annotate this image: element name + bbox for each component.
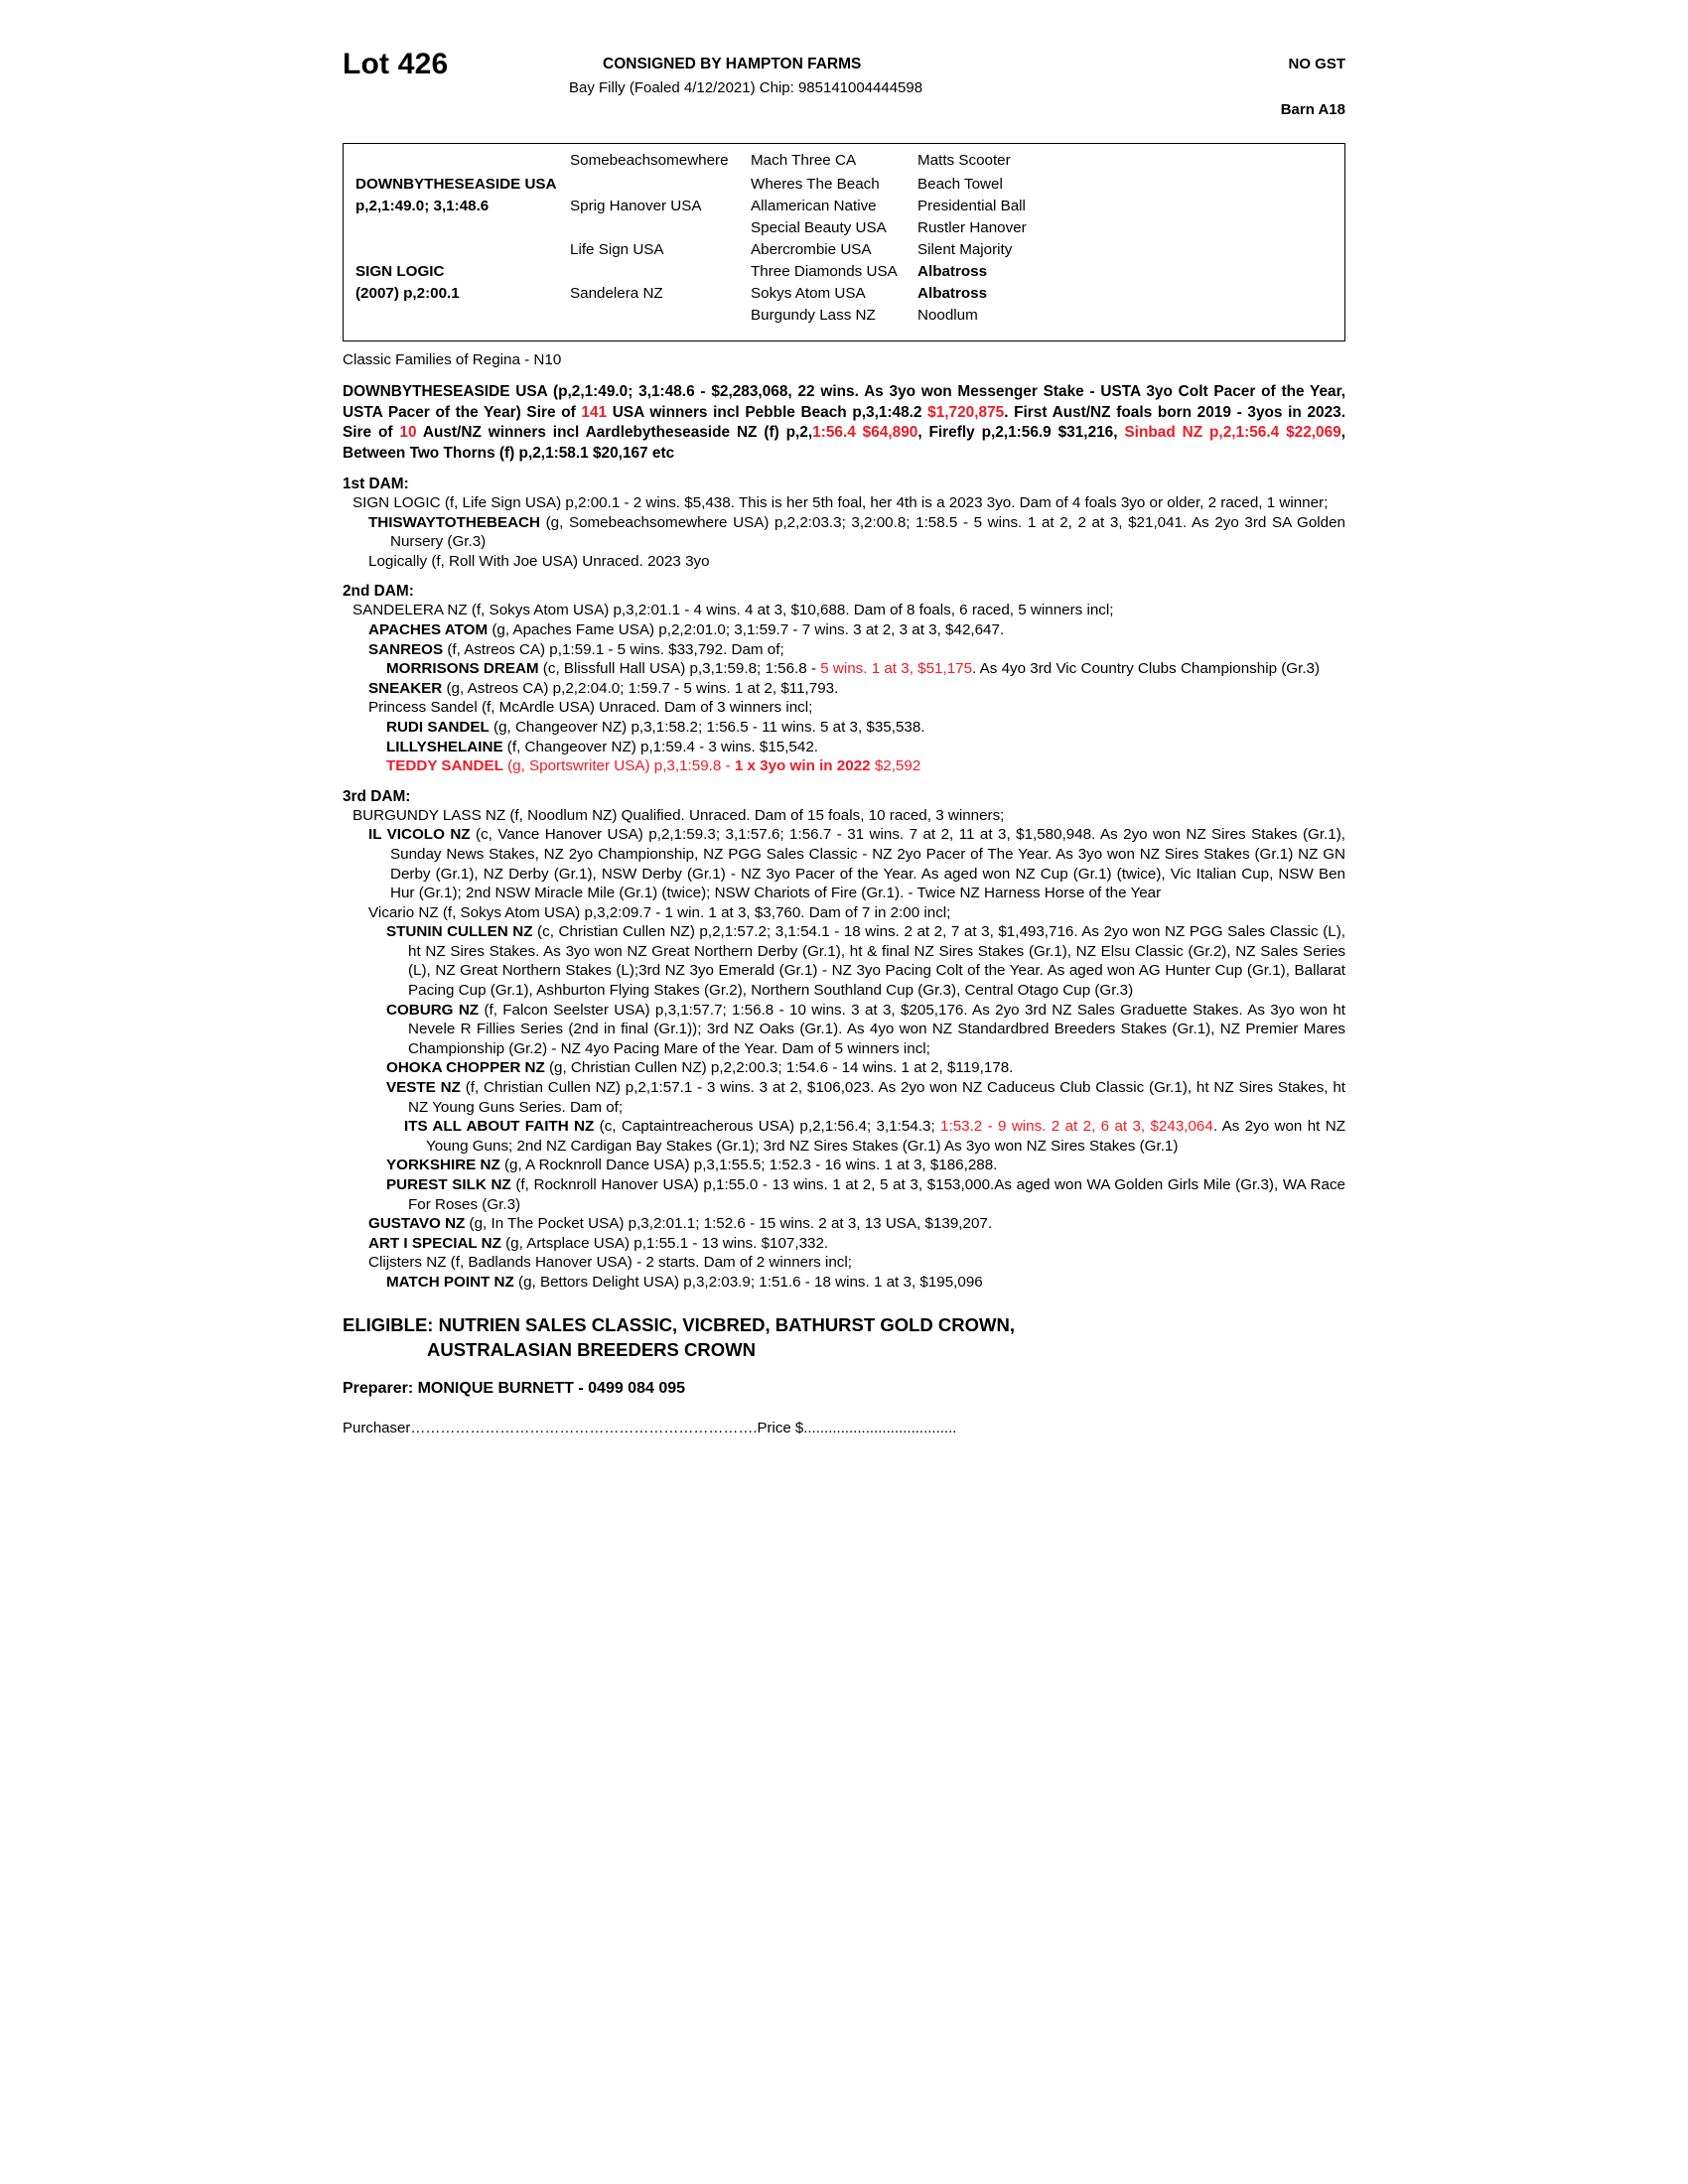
pedigree-gen4-8: Noodlum — [917, 307, 978, 324]
sire-summary-part3: . First Aust/NZ foals born 2019 - 3yos in 2023. Sire of — [343, 403, 1345, 441]
sire-summary — [343, 382, 1345, 464]
first-dam-progeny-2: Logically (f, Roll With Joe USA) Unraced. 2023 3yo — [368, 552, 710, 570]
progeny-name: COBURG NZ — [386, 1001, 480, 1019]
progeny-detail: (c, Christian Cullen NZ) p,2,1:57.2; 3,1:54.1 - 18 wins. 2 at 2, 7 at 3, $1,493,716. As 2yo won NZ PGG Sales Classic (L), ht NZ Sires Stakes. As 3yo won NZ Great Northern Derby (Gr.1), ht & final NZ Sires Stakes (Gr.1), NZ Elsu Classic (Gr.2), NZ Sales Series (L), NZ Great Northern Stakes (L);3rd NZ 3yo Emerald (Gr.1) - NZ 3yo Pacing Colt of the Year. As aged won AG Hunter Cup (Gr.1), Ballarat Pacing Cup (Gr.1), Ashburton Flying Stakes (Gr.2), Northern Southland Cup (Gr.3), Central Otago Cup (Gr.3) — [408, 923, 1345, 1000]
progeny-earnings: $2,592 — [870, 757, 921, 775]
progeny-detail: (f, Changeover NZ) p,1:59.4 - 3 wins. $15,542. — [502, 738, 818, 755]
third-dam-progeny-2: Vicario NZ (f, Sokys Atom USA) p,3,2:09.7 - 1 win. 1 at 3, $3,760. Dam of 7 in 2:00 incl; — [368, 903, 951, 921]
classic-families-line: Classic Families of Regina - N10 — [343, 351, 562, 368]
sire-summary-part2: USA winners incl Pebble Beach p,3,1:48.2 — [607, 403, 928, 421]
second-dam-line: SANDELERA NZ (f, Sokys Atom USA) p,3,2:01.1 - 4 wins. 4 at 3, $10,688. Dam of 8 foals, 6 raced, 5 winners incl; — [352, 602, 1114, 619]
second-dam-progeny-1 — [343, 620, 1345, 640]
progeny-name: SNEAKER — [368, 679, 443, 697]
progeny-name: MORRISONS DREAM — [386, 660, 539, 678]
eligibility-block — [343, 1312, 1345, 1362]
second-dam-progeny-7 — [343, 738, 1345, 757]
third-dam-progeny-1 — [343, 825, 1345, 902]
progeny-detail: (g, Sportswriter USA) p,3,1:59.8 - — [502, 757, 735, 775]
pedigree-gen3-3: Allamerican Native — [751, 198, 877, 214]
page-header — [343, 40, 1345, 139]
pedigree-gen4-1: Matts Scooter — [917, 152, 1011, 169]
pedigree-dam-dam: Sandelera NZ — [570, 285, 663, 302]
progeny-name: STUNIN CULLEN NZ — [386, 923, 533, 941]
preparer-line: Preparer: MONIQUE BURNETT - 0499 084 095 — [343, 1379, 686, 1397]
catalogue-sheet — [343, 40, 1345, 1436]
pedigree-gen4-7: Albatross — [917, 285, 988, 302]
pedigree-gen4-4: Rustler Hanover — [917, 219, 1027, 236]
sire-summary-part5: , Firefly p,2,1:56.9 $31,216, — [917, 424, 1125, 441]
barn-label: Barn A18 — [1280, 101, 1345, 118]
first-dam-line: SIGN LOGIC (f, Life Sign USA) p,2:00.1 - 2 wins. $5,438. This is her 5th foal, her 4th is a 2023 3yo. Dam of 4 foals 3yo or older, 2 raced, 1 winner; — [352, 494, 1329, 511]
progeny-detail: (g, Bettors Delight USA) p,3,2:03.9; 1:51.6 - 18 wins. 1 at 3, $195,096 — [513, 1273, 983, 1291]
progeny-name: YORKSHIRE NZ — [386, 1157, 500, 1174]
progeny-detail: (g, Christian Cullen NZ) p,2,2:00.3; 1:54.6 - 14 wins. 1 at 2, $119,178. — [544, 1059, 1014, 1077]
third-dam-progeny-12: Clijsters NZ (f, Badlands Hanover USA) - 2 starts. Dam of 2 winners incl; — [368, 1254, 852, 1272]
second-dam-heading: 2nd DAM: — [343, 583, 414, 601]
pedigree-gen4-6: Albatross — [917, 263, 988, 280]
pedigree-gen4-5: Silent Majority — [917, 241, 1013, 258]
progeny-name: IL VICOLO NZ — [368, 826, 471, 844]
pedigree-gen3-5: Abercrombie USA — [751, 241, 872, 258]
third-dam-heading: 3rd DAM: — [343, 787, 411, 805]
pedigree-sire-dam: Sprig Hanover USA — [570, 198, 702, 214]
progeny-detail: (g, Artsplace USA) p,1:55.1 - 13 wins. $107,332. — [500, 1234, 829, 1252]
pedigree-gen3-2: Wheres The Beach — [751, 176, 880, 193]
sire-austnz-winners-count: 10 — [399, 424, 417, 441]
progeny-detail: (g, Somebeachsomewhere USA) p,2,2:03.3; 3,2:00.8; 1:58.5 - 5 wins. 1 at 2, 2 at 3, $21,041. As 2yo 3rd SA Golden Nursery (Gr.3) — [390, 513, 1345, 551]
third-dam-progeny-10 — [343, 1214, 1345, 1234]
progeny-detail: (c, Blissfull Hall USA) p,3,1:59.8; 1:56.8 - — [538, 660, 821, 678]
pebble-beach-earnings: $1,720,875 — [927, 403, 1005, 421]
first-dam-heading: 1st DAM: — [343, 476, 409, 492]
pedigree-gen3-6: Three Diamonds USA — [751, 263, 898, 280]
third-dam-line: BURGUNDY LASS NZ (f, Noodlum NZ) Qualified. Unraced. Dam of 15 foals, 10 raced, 3 winners; — [352, 806, 1005, 824]
progeny-name: RUDI SANDEL — [386, 718, 490, 736]
pedigree-table — [343, 143, 1345, 341]
progeny-detail: (f, Astreos CA) p,1:59.1 - 5 wins. $33,792. Dam of; — [443, 640, 784, 658]
progeny-detail: (g, Astreos CA) p,2,2:04.0; 1:59.7 - 5 wins. 1 at 2, $11,793. — [442, 679, 839, 697]
second-dam-progeny-3 — [343, 659, 1345, 679]
sire-summary-part4: Aust/NZ winners incl Aardlebytheseaside NZ (f) p,2, — [416, 424, 813, 441]
progeny-name: PUREST SILK NZ — [386, 1176, 511, 1193]
progeny-name: THISWAYTOTHEBEACH — [368, 513, 540, 531]
second-dam-progeny-6 — [343, 718, 1345, 738]
progeny-detail: (c, Captaintreacherous USA) p,2,1:56.4; 3,1:54.3; — [594, 1118, 941, 1136]
pedigree-gen4-3: Presidential Ball — [917, 198, 1026, 214]
progeny-name: VESTE NZ — [386, 1079, 461, 1097]
progeny-detail: (f, Falcon Seelster USA) p,3,1:57.7; 1:56.8 - 10 wins. 3 at 3, $205,176. As 2yo 3rd NZ Sales Graduette Stakes. As 3yo won ht Nevele R Fillies Series (2nd in final (Gr.1)); 3rd NZ Oaks (Gr.1). As 4yo won NZ Standardbred Breeders Stakes (Gr.1), NZ Premier Mares Championship (Gr.2) - NZ 4yo Pacing Mare of the Year. Dam of 5 winners incl; — [408, 1001, 1345, 1057]
progeny-name: ITS ALL ABOUT FAITH NZ — [404, 1118, 595, 1136]
progeny-name: GUSTAVO NZ — [368, 1215, 466, 1233]
progeny-name: MATCH POINT NZ — [386, 1273, 514, 1291]
third-dam-progeny-6 — [343, 1078, 1345, 1117]
progeny-highlight: 1 x 3yo win in 2022 — [734, 757, 871, 775]
consignor-label: CONSIGNED BY HAMPTON FARMS — [603, 56, 862, 72]
pedigree-gen3-7: Sokys Atom USA — [751, 285, 866, 302]
progeny-name: ART I SPECIAL NZ — [368, 1234, 501, 1252]
pedigree-gen3-8: Burgundy Lass NZ — [751, 307, 876, 324]
progeny-detail: (f, Christian Cullen NZ) p,2,1:57.1 - 3 wins. 3 at 2, $106,023. As 2yo won NZ Caduceus Club Classic (Gr.1), ht NZ Sires Stakes, ht NZ Young Guns Series. Dam of; — [408, 1079, 1346, 1116]
pedigree-gen3-1: Mach Three CA — [751, 152, 857, 169]
progeny-name: APACHES ATOM — [368, 620, 489, 638]
gst-status: NO GST — [1288, 56, 1345, 72]
progeny-detail: (c, Vance Hanover USA) p,2,1:59.3; 3,1:57.6; 1:56.7 - 31 wins. 7 at 2, 11 at 3, $1,580,948. As 2yo won NZ Sires Stakes (Gr.1), Sunday News Stakes, NZ 2yo Championship, NZ PGG Sales Classic - NZ 2yo Pacer of The Year. As 3yo won NZ Sires Stakes (Gr.1) NZ GN Derby (Gr.1), NZ Derby (Gr.1), NSW Derby (Gr.1) - NZ 3yo Pacer of the Year. As aged won NZ Cup (Gr.1) (twice), Vic Italian Cup, NSW Ben Hur (Gr.1); 2nd NSW Miracle Mile (Gr.1) (twice); NSW Chariots of Fire (Gr.1). - Twice NZ Harness Horse of the Year — [390, 826, 1345, 902]
pedigree-dam-name: SIGN LOGIC — [355, 263, 445, 280]
lot-number: Lot 426 — [343, 48, 449, 80]
third-dam-progeny-3 — [343, 922, 1345, 1000]
progeny-detail: (f, Rocknroll Hanover USA) p,1:55.0 - 13 wins. 1 at 2, 5 at 3, $153,000.As aged won WA Golden Girls Mile (Gr.3), WA Race For Roses (Gr.3) — [408, 1176, 1345, 1213]
pedigree-gen3-4: Special Beauty USA — [751, 219, 887, 236]
progeny-name: LILLYSHELAINE — [386, 738, 503, 755]
second-dam-progeny-8 — [343, 756, 1345, 776]
progeny-detail-cont: . As 4yo 3rd Vic Country Clubs Championship (Gr.3) — [972, 660, 1321, 678]
horse-description: Bay Filly (Foaled 4/12/2021) Chip: 985141004444598 — [569, 79, 923, 96]
progeny-detail: (g, A Rocknroll Dance USA) p,3,1:55.5; 1:52.3 - 16 wins. 1 at 3, $186,288. — [499, 1157, 998, 1174]
third-dam-progeny-9 — [343, 1175, 1345, 1214]
sire-summary-part6: , Between Two Thorns (f) p,2,1:58.1 $20,167 etc — [343, 424, 1345, 462]
aardlebytheseaside-record: 1:56.4 $64,890 — [812, 424, 918, 441]
first-dam-progeny-1 — [343, 513, 1345, 552]
progeny-highlight: 5 wins. 1 at 3, $51,175 — [820, 660, 973, 678]
pedigree-sire-name: DOWNBYTHESEASIDE USA — [355, 176, 557, 193]
sinbad-record: Sinbad NZ p,2,1:56.4 $22,069 — [1124, 424, 1341, 441]
third-dam-progeny-4 — [343, 1001, 1345, 1059]
third-dam-progeny-13 — [343, 1273, 1345, 1293]
second-dam-progeny-5: Princess Sandel (f, McArdle USA) Unraced. Dam of 3 winners incl; — [368, 699, 813, 717]
pedigree-sire-record: p,2,1:49.0; 3,1:48.6 — [355, 198, 490, 214]
progeny-detail: (g, Changeover NZ) p,3,1:58.2; 1:56.5 - 11 wins. 5 at 3, $35,538. — [489, 718, 925, 736]
third-dam-progeny-5 — [343, 1058, 1345, 1078]
sire-summary-part1: DOWNBYTHESEASIDE USA (p,2,1:49.0; 3,1:48.6 - $2,283,068, 22 wins. As 3yo won Messenger Stake - USTA 3yo Colt Pacer of the Year, USTA Pacer of the Year) Sire of — [343, 383, 1345, 421]
third-dam-progeny-7 — [343, 1117, 1345, 1156]
eligibility-line-2: AUSTRALASIAN BREEDERS CROWN — [427, 1338, 756, 1360]
eligibility-line-1: ELIGIBLE: NUTRIEN SALES CLASSIC, VICBRED, BATHURST GOLD CROWN, — [343, 1313, 1015, 1335]
progeny-name: TEDDY SANDEL — [386, 757, 503, 775]
third-dam-progeny-8 — [343, 1156, 1345, 1175]
progeny-detail: (g, In The Pocket USA) p,3,2:01.1; 1:52.6 - 15 wins. 2 at 3, 13 USA, $139,207. — [465, 1215, 993, 1233]
pedigree-dam-sire: Life Sign USA — [570, 241, 664, 258]
pedigree-gen4-2: Beach Towel — [917, 176, 1003, 193]
second-dam-progeny-4 — [343, 679, 1345, 699]
progeny-detail: (g, Apaches Fame USA) p,2,2:01.0; 3,1:59.7 - 7 wins. 3 at 2, 3 at 3, $42,647. — [488, 620, 1005, 638]
sire-usa-winners-count: 141 — [581, 403, 608, 421]
third-dam-progeny-11 — [343, 1234, 1345, 1254]
purchaser-line: Purchaser…………………………………………………………….Price $..................................... — [343, 1419, 957, 1436]
progeny-highlight: 1:53.2 - 9 wins. 2 at 2, 6 at 3, $243,064 — [940, 1118, 1213, 1136]
second-dam-progeny-2 — [343, 640, 1345, 660]
progeny-name: SANREOS — [368, 640, 444, 658]
pedigree-dam-record: (2007) p,2:00.1 — [355, 285, 460, 302]
progeny-detail-cont: . As 2yo won ht NZ Young Guns; 2nd NZ Cardigan Bay Stakes (Gr.1); 3rd NZ Sires Stakes (Gr.1) As 3yo won NZ Sires Stakes (Gr.1) — [426, 1118, 1345, 1155]
pedigree-sire-sire: Somebeachsomewhere — [570, 152, 729, 169]
progeny-name: OHOKA CHOPPER NZ — [386, 1059, 545, 1077]
